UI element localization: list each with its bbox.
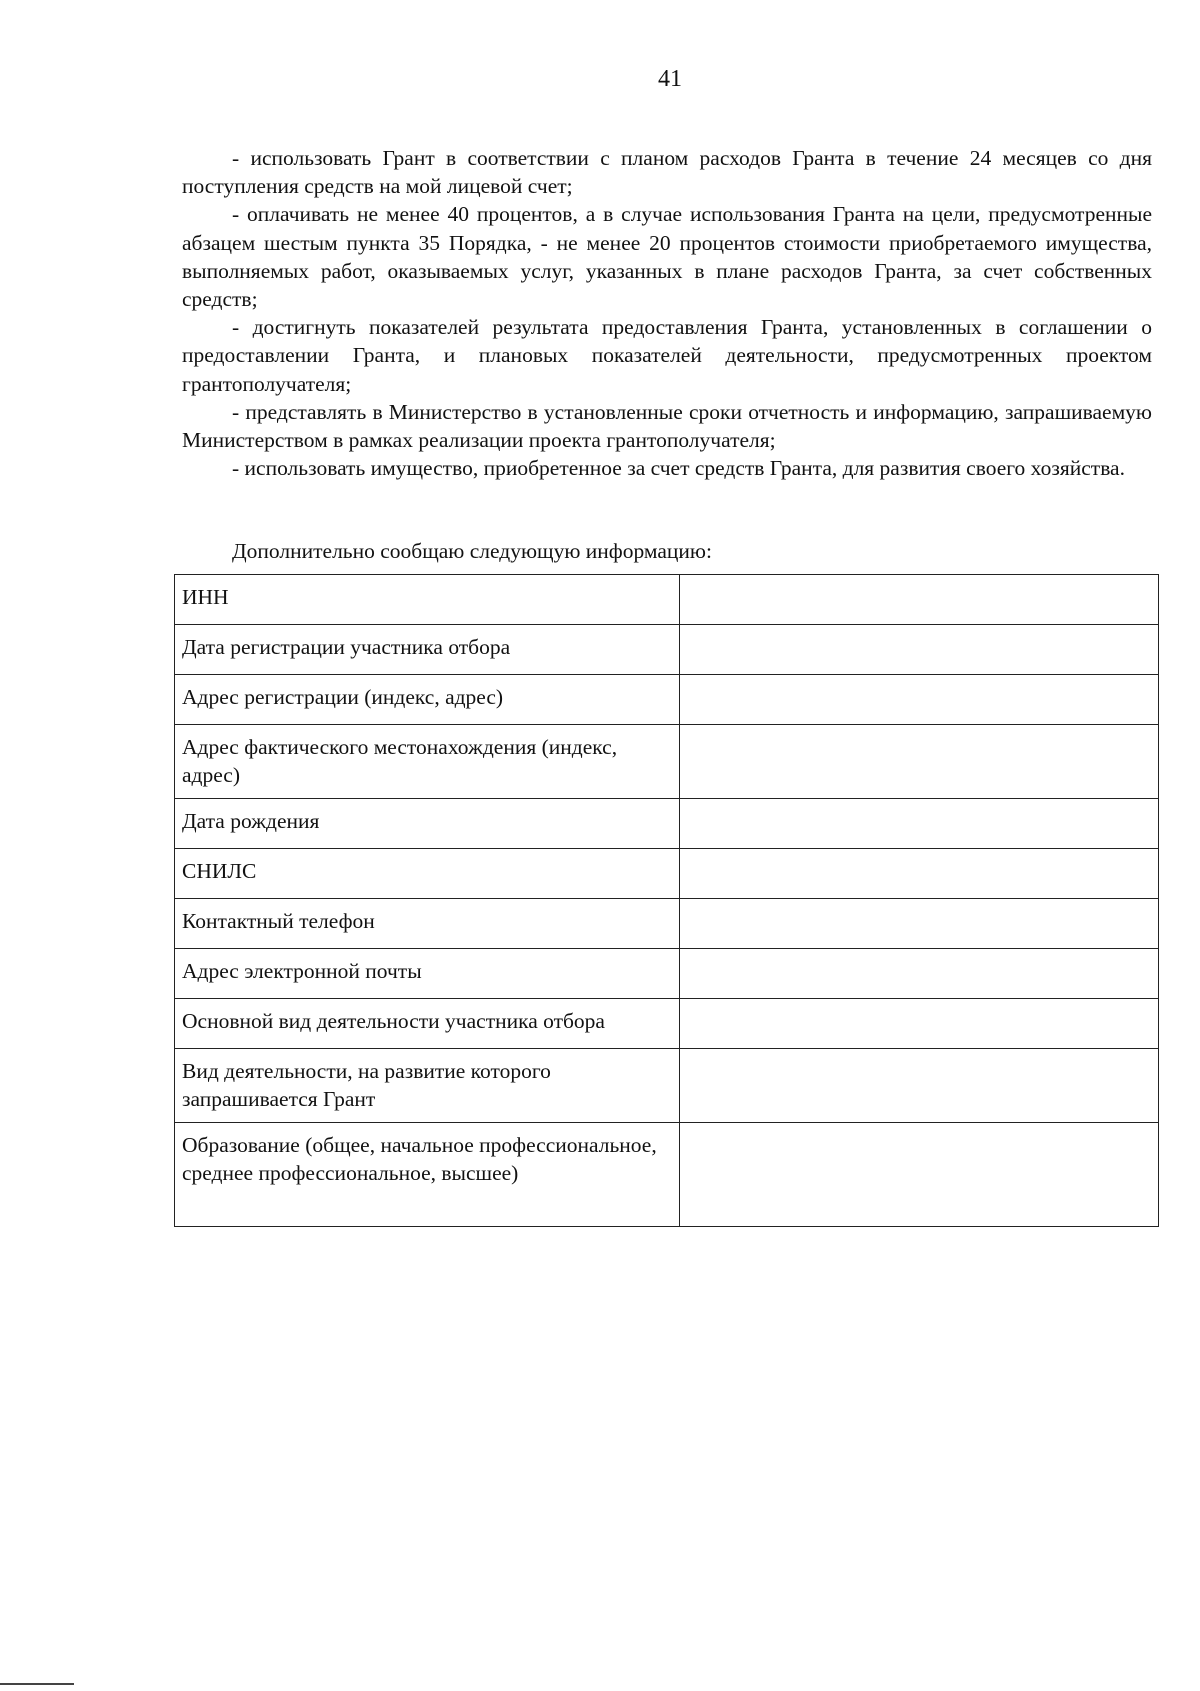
row-label: Дата рождения xyxy=(175,799,680,849)
paragraph: - достигнуть показателей результата предоставления Гранта, установленных в соглашении о предоставлении Гранта, и плановых показателей деятельности, предусмотренных проектом грантополучателя; xyxy=(182,315,1152,396)
row-label: Основной вид деятельности участника отбора xyxy=(175,999,680,1049)
paragraph: - оплачивать не менее 40 процентов, а в случае использования Гранта на цели, предусмотренные абзацем шестым пункта 35 Порядка, - не менее 20 процентов стоимости приобретаемого имущества, выполняемых работ, оказываемых услуг, указанных в плане расходов Гранта, за счет собственных средств; xyxy=(182,202,1152,312)
table-row xyxy=(175,899,1159,949)
row-value xyxy=(680,999,1159,1049)
row-label: СНИЛС xyxy=(175,849,680,899)
row-label: Контактный телефон xyxy=(175,899,680,949)
row-label: Дата регистрации участника отбора xyxy=(175,625,680,675)
table-row xyxy=(175,1049,1159,1123)
row-value xyxy=(680,799,1159,849)
table-row xyxy=(175,725,1159,799)
table-row xyxy=(175,799,1159,849)
row-value xyxy=(680,625,1159,675)
row-label: Адрес электронной почты xyxy=(175,949,680,999)
table-row xyxy=(175,849,1159,899)
row-label: Образование (общее, начальное профессиональное, среднее профессиональное, высшее) xyxy=(175,1123,680,1227)
table-row xyxy=(175,625,1159,675)
row-value xyxy=(680,725,1159,799)
row-value xyxy=(680,1123,1159,1227)
row-value xyxy=(680,899,1159,949)
row-label: Вид деятельности, на развитие которого запрашивается Грант xyxy=(175,1049,680,1123)
row-value xyxy=(680,575,1159,625)
applicant-info-table xyxy=(174,574,1159,1227)
table-row xyxy=(175,999,1159,1049)
row-value xyxy=(680,849,1159,899)
table-row xyxy=(175,949,1159,999)
table-row xyxy=(175,1123,1159,1227)
footer-rule xyxy=(0,1683,74,1685)
row-label: Адрес фактического местонахождения (индекс, адрес) xyxy=(175,725,680,799)
row-value xyxy=(680,675,1159,725)
table-row xyxy=(175,675,1159,725)
paragraph: - использовать Грант в соответствии с планом расходов Гранта в течение 24 месяцев со дня поступления средств на мой лицевой счет; xyxy=(182,146,1152,199)
page-number: 41 xyxy=(658,66,682,92)
obligations-text xyxy=(182,144,1152,482)
row-label: ИНН xyxy=(175,575,680,625)
row-label: Адрес регистрации (индекс, адрес) xyxy=(175,675,680,725)
table-row xyxy=(175,575,1159,625)
row-value xyxy=(680,949,1159,999)
paragraph: - представлять в Министерство в установленные сроки отчетность и информацию, запрашиваемую Министерством в рамках реализации проекта грантополучателя; xyxy=(182,399,1152,453)
row-value xyxy=(680,1049,1159,1123)
paragraph: - использовать имущество, приобретенное за счет средств Гранта, для развития своего хозяйства. xyxy=(232,456,1125,481)
table-intro: Дополнительно сообщаю следующую информацию: xyxy=(232,539,712,563)
